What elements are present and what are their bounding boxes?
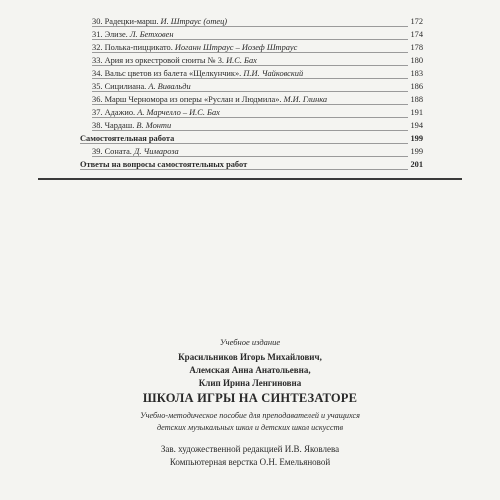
toc-entry-author: Д. Чимароза: [134, 147, 179, 156]
toc-entry-author: М.И. Глинка: [283, 95, 328, 104]
staff-line: Компьютерная верстка О.Н. Емельяновой: [169, 457, 331, 467]
toc-entry-title: Полька-пиццикато.: [104, 43, 173, 52]
toc-entry-number: 31.: [92, 30, 103, 39]
toc-entry: [80, 54, 423, 67]
toc-entry-page: 172: [410, 17, 423, 26]
staff-line: Зав. художественной редакцией И.В. Яковлева: [160, 444, 340, 454]
author-list: [0, 351, 500, 390]
toc-entry-title: Соната.: [104, 147, 132, 156]
toc-entry-number: 38.: [92, 121, 103, 130]
toc-entry-author: А. Марчелло – И.С. Бах: [137, 108, 220, 117]
toc-entry-title: Радецки-марш.: [104, 17, 159, 26]
toc-entry-number: 32.: [92, 43, 103, 52]
toc-entry-page: 199: [410, 147, 423, 156]
edition-type: Учебное издание: [219, 337, 281, 347]
table-of-contents: [80, 15, 423, 171]
toc-entry: [80, 145, 423, 158]
toc-entry-page: 183: [410, 69, 423, 78]
toc-entry-page: 188: [410, 95, 423, 104]
toc-entry-author: А. Вивальди: [148, 82, 191, 91]
toc-entry: [80, 28, 423, 41]
book-title: ШКОЛА ИГРЫ НА СИНТЕЗАТОРЕ: [142, 391, 358, 405]
toc-entry-number: 30.: [92, 17, 103, 26]
horizontal-divider: [38, 178, 462, 180]
toc-entry-number: 37.: [92, 108, 103, 117]
toc-entry-page: 174: [410, 30, 423, 39]
toc-section: [80, 132, 423, 145]
book-subtitle: [0, 410, 500, 434]
toc-entry-page: 178: [410, 43, 423, 52]
toc-entry-title: Ария из оркестровой сюиты № 3.: [104, 56, 224, 65]
toc-entry-author: И.С. Бах: [226, 56, 257, 65]
toc-entry-author: Л. Бетховен: [129, 30, 174, 39]
toc-entry-author: Иоганн Штраус – Иозеф Штраус: [174, 43, 298, 52]
toc-entry: [80, 119, 423, 132]
toc-entry: [80, 93, 423, 106]
toc-entry-title: Чардаш.: [104, 121, 135, 130]
toc-section-title: Ответы на вопросы самостоятельных работ: [80, 160, 248, 169]
author-name: Клип Ирина Ленгиновна: [198, 378, 302, 388]
toc-entry-number: 39.: [92, 147, 103, 156]
toc-entry-number: 36.: [92, 95, 103, 104]
toc-entry-number: 33.: [92, 56, 103, 65]
toc-entry: [80, 80, 423, 93]
toc-entry-title: Марш Черномора из оперы «Руслан и Людмила».: [104, 95, 282, 104]
toc-entry-author: П.И. Чайковский: [243, 69, 304, 78]
toc-entry-number: 35.: [92, 82, 103, 91]
subtitle-line: детских музыкальных школ и детских школ искусств: [156, 423, 344, 432]
toc-entry-author: В. Монти: [136, 121, 172, 130]
toc-entry-page: 191: [410, 108, 423, 117]
toc-entry: [80, 67, 423, 80]
toc-entry-author: И. Штраус (отец): [160, 17, 228, 26]
subtitle-line: Учебно-методическое пособие для преподавателей и учащихся: [140, 411, 360, 420]
toc-entry: [80, 41, 423, 54]
toc-entry-page: 186: [410, 82, 423, 91]
toc-entry-title: Элизе.: [104, 30, 128, 39]
toc-entry-page: 194: [410, 121, 423, 130]
author-name: Красильников Игорь Михайлович,: [178, 352, 322, 362]
toc-section-page: 199: [410, 134, 423, 143]
toc-entry-title: Вальс цветов из балета «Щелкунчик».: [104, 69, 242, 78]
toc-entry: [80, 106, 423, 119]
toc-section-page: 201: [410, 160, 423, 169]
toc-entry-page: 180: [410, 56, 423, 65]
author-name: Алемская Анна Анатольевна,: [189, 365, 311, 375]
toc-entry-title: Сицилиана.: [104, 82, 147, 91]
toc-section-title: Самостоятельная работа: [80, 134, 175, 143]
toc-section: [80, 158, 423, 171]
toc-entry-title: Адажио.: [104, 108, 136, 117]
toc-entry: [80, 15, 423, 28]
editorial-staff: [0, 443, 500, 469]
toc-entry-number: 34.: [92, 69, 103, 78]
